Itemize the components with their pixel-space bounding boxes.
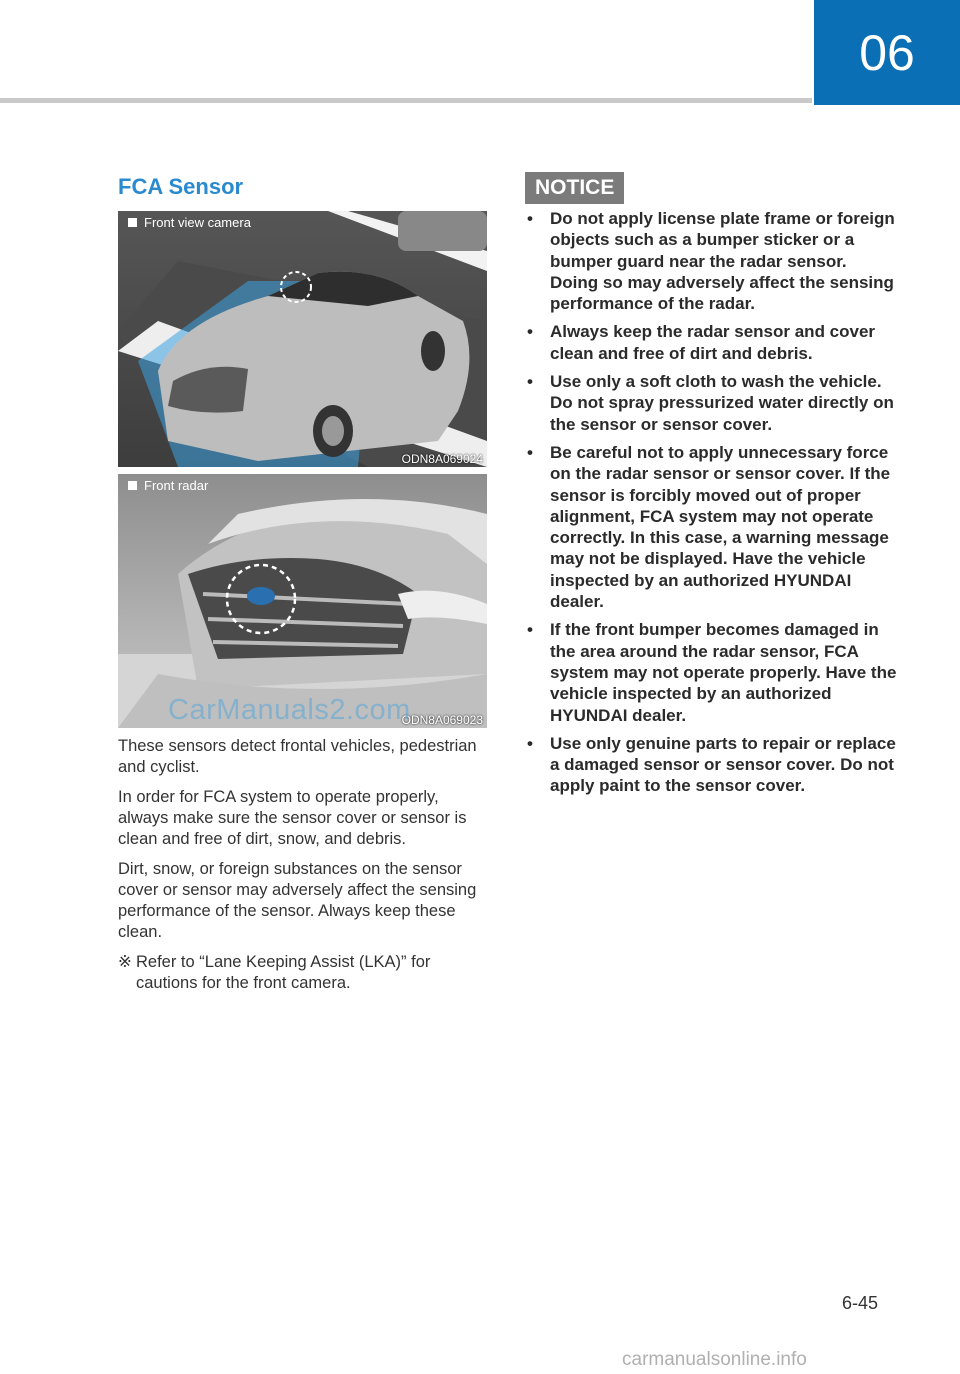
- list-item: • If the front bumper becomes damaged in the area around the radar sensor, FCA system may not operate properly. Have the vehicle inspected by an authorized HYUNDAI dealer.: [527, 620, 897, 725]
- bullet-icon: •: [527, 372, 533, 392]
- watermark: CarManuals2.com: [168, 694, 411, 726]
- list-item: • Use only a soft cloth to wash the vehicle. Do not spray pressurized water directly on the sensor or sensor cover.: [527, 372, 894, 434]
- notice-tag: NOTICE: [525, 172, 624, 204]
- front-camera-figure: [118, 211, 487, 467]
- footer-watermark: carmanualsonline.info: [622, 1349, 807, 1370]
- figure-label: Front radar: [128, 478, 208, 493]
- bullet-icon: •: [527, 442, 533, 462]
- paragraph: Dirt, snow, or foreign substances on the sensor cover or sensor may adversely affect the sensing performance of the sensor. Always keep these clean.: [118, 860, 477, 941]
- figure-label: Front view camera: [128, 215, 251, 230]
- bullet-icon: •: [527, 620, 533, 640]
- front-camera-illustration: [118, 211, 487, 467]
- front-radar-figure: [118, 474, 487, 728]
- figure-code: ODN8A069024: [401, 452, 483, 466]
- paragraph: In order for FCA system to operate properly, always make sure the sensor cover or sensor is clean and free of dirt, snow, and debris.: [118, 788, 467, 848]
- page-number: 6-45: [842, 1293, 879, 1313]
- list-item: • Always keep the radar sensor and cover clean and free of dirt and debris.: [527, 322, 876, 363]
- reference-note: [118, 952, 488, 994]
- list-item: • Use only genuine parts to repair or replace a damaged sensor or sensor cover. Do not apply paint to the sensor cover.: [527, 733, 896, 796]
- bullet-icon: •: [527, 209, 533, 228]
- square-bullet-icon: [128, 481, 137, 490]
- header-rule: [0, 98, 812, 103]
- front-radar-illustration: [118, 474, 487, 728]
- section-title: FCA Sensor: [118, 174, 244, 199]
- chapter-tab: 06: [814, 0, 960, 105]
- square-bullet-icon: [128, 218, 137, 227]
- reference-text: Refer to “Lane Keeping Assist (LKA)” for cautions for the front camera.: [136, 953, 431, 992]
- list-item: • Be careful not to apply unnecessary force on the radar sensor or sensor cover. If the sensor is forcibly moved out of proper alignment, FCA system may not operate correctly. In this case, a warning message may not be displayed. Have the vehicle inspected by an authorized HYUNDAI dealer.: [527, 442, 891, 612]
- bullet-icon: •: [527, 322, 533, 342]
- figure-code: ODN8A069023: [401, 713, 483, 727]
- reference-mark-icon: ※: [118, 953, 132, 971]
- bullet-icon: •: [527, 733, 533, 753]
- paragraph: These sensors detect frontal vehicles, pedestrian and cyclist.: [118, 737, 477, 776]
- notice-list: [527, 208, 897, 804]
- list-item: • Do not apply license plate frame or foreign objects such as a bumper sticker or a bumper guard near the radar sensor. Doing so may adversely affect the sensing performance of the radar.: [527, 209, 895, 314]
- body-text: [118, 736, 488, 994]
